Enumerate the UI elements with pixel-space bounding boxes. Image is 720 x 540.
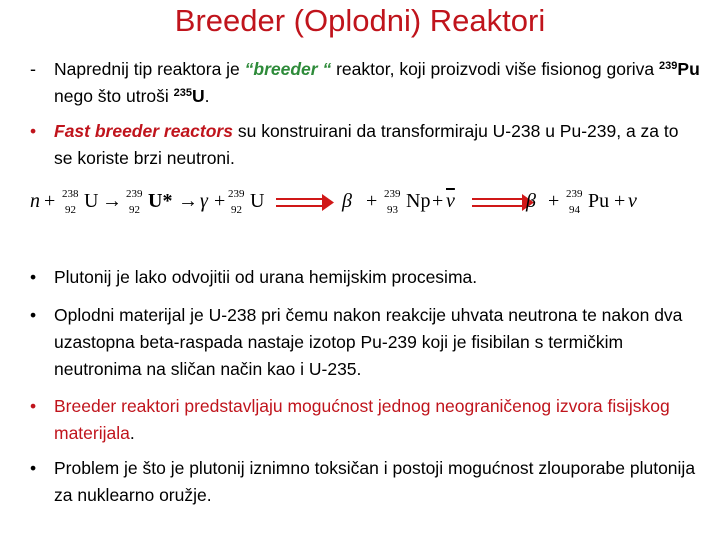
intro-text-4: .: [204, 86, 210, 106]
fast-breeder-text: su konstruirani da transformiraju U-238 u Pu-239, a za to se koriste brzi neutroni.: [54, 121, 679, 168]
element-symbol: Np: [406, 190, 431, 212]
gamma-symbol: γ: [200, 190, 208, 212]
paragraph-text: Plutonij je lako odvojitii od urana hemijskim procesima.: [54, 267, 478, 287]
beta-symbol: β: [526, 190, 536, 212]
atomic-number: 92: [231, 204, 242, 216]
neutrino-symbol: ν: [628, 190, 637, 212]
intro-text-3: nego što utroši: [54, 86, 174, 106]
breeder-term: breeder: [253, 59, 318, 79]
decay-arrow-1: [276, 194, 336, 212]
beta-symbol: β: [342, 190, 352, 212]
antineutrino-symbol: $\overline{\nu}$: [446, 190, 455, 212]
plus-sign: +: [614, 190, 626, 212]
plus-sign: +: [548, 190, 560, 212]
mass-number: 239: [384, 188, 401, 200]
pu-symbol: Pu: [677, 59, 700, 79]
u-symbol: U: [192, 86, 205, 106]
paragraph-text: Breeder reaktori predstavljaju mogućnost jednog neograničenog izvora fisijskog materijala: [54, 396, 670, 443]
fast-breeder-term: Fast breeder reactors: [54, 121, 233, 141]
u-mass-number: 235: [173, 87, 193, 99]
period: .: [129, 423, 135, 443]
paragraph-fertile-material: [30, 302, 700, 383]
quote-close: “: [317, 59, 332, 79]
element-symbol: Pu: [588, 190, 610, 212]
paragraph-toxicity-problem: [30, 455, 700, 509]
plus-sign: +: [44, 190, 56, 212]
neutron-symbol: n: [30, 190, 40, 212]
bullet-marker: •: [30, 121, 37, 141]
mass-number: 238: [62, 188, 79, 200]
bullet-marker: •: [30, 305, 37, 325]
element-symbol: U*: [148, 190, 173, 212]
plus-sign: +: [214, 190, 226, 212]
paragraph-text: Oplodni materijal je U-238 pri čemu nakon reakcije uhvata neutrona te nakon dva uzastopna beta-raspada nastaje izotop Pu-239 koji je fisibilan s termičkim neutronima na sličan način kao i U-235.: [54, 305, 683, 379]
paragraph-fast-breeder: [30, 118, 700, 172]
bullet-marker: •: [30, 267, 37, 287]
atomic-number: 92: [65, 204, 76, 216]
paragraph-text: Problem je što je plutonij iznimno toksičan i postoji mogućnost zlouporabe plutonija za nuklearno oružje.: [54, 458, 696, 505]
mass-number: 239: [126, 188, 143, 200]
paragraph-plutonium-separation: [30, 264, 700, 291]
paragraph-breeder-intro: [30, 56, 700, 110]
slide-title: Breeder (Oplodni) Reaktori: [174, 3, 546, 38]
quote-open: “: [244, 59, 254, 79]
atomic-number: 93: [387, 204, 398, 216]
atomic-number: 94: [569, 204, 580, 216]
reaction-arrow: →: [102, 190, 122, 212]
dash-marker: -: [30, 59, 36, 79]
nuclear-reaction-equation: [30, 184, 650, 226]
paragraph-breeder-potential: [30, 393, 700, 447]
pu-mass-number: 239: [659, 60, 678, 72]
bullet-marker: •: [30, 458, 37, 478]
reaction-arrow: →: [178, 190, 198, 212]
bullet-marker: •: [30, 396, 37, 416]
intro-text-2: reaktor, koji proizvodi više fisionog goriva: [331, 59, 660, 79]
plus-sign: +: [366, 190, 378, 212]
mass-number: 239: [566, 188, 583, 200]
intro-text-1: Naprednij tip reaktora je: [54, 59, 245, 79]
plus-sign: +: [432, 190, 444, 212]
element-symbol: U: [84, 190, 99, 212]
element-symbol: U: [250, 190, 265, 212]
atomic-number: 92: [129, 204, 140, 216]
mass-number: 239: [228, 188, 245, 200]
